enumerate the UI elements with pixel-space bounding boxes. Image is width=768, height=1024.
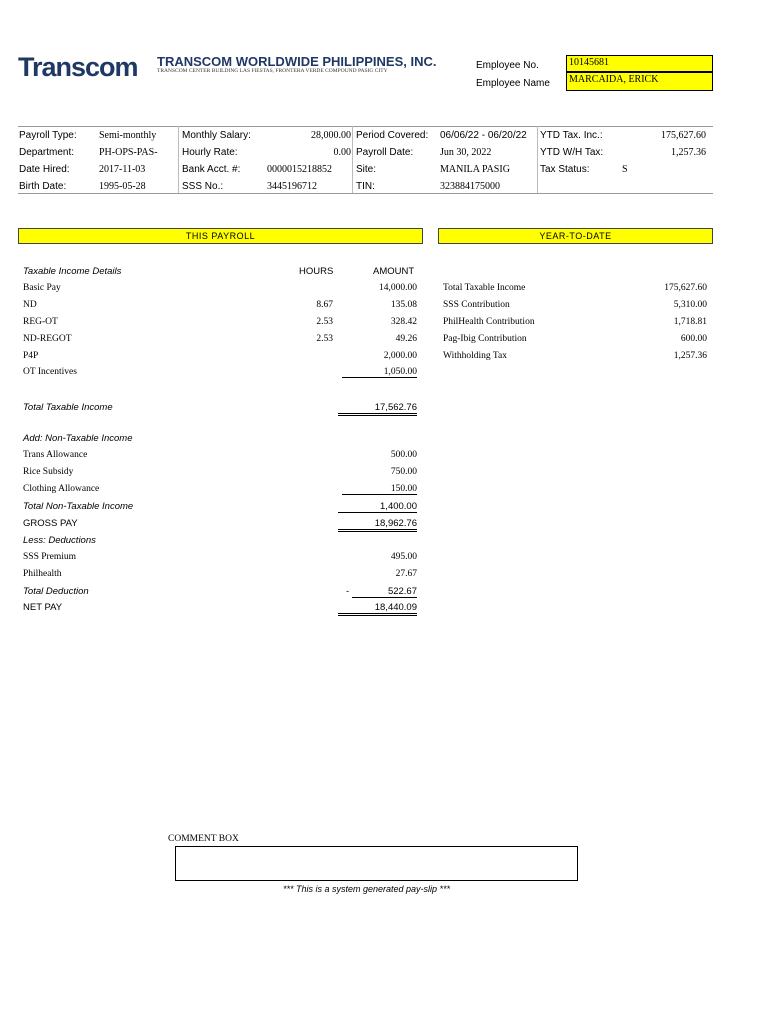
taxable-item-label: REG-OT xyxy=(23,317,58,327)
taxable-item-amount: 14,000.00 xyxy=(379,283,417,293)
taxable-item-amount: 2,000.00 xyxy=(383,351,417,361)
total-taxable-label: Total Taxable Income xyxy=(23,402,113,413)
site-label: Site: xyxy=(356,164,377,175)
tax-status-label: Tax Status: xyxy=(540,164,590,175)
ytd-item-label: Pag-Ibig Contribution xyxy=(443,334,527,344)
info-divider xyxy=(178,126,179,193)
ytd-item-label: Total Taxable Income xyxy=(443,283,526,293)
company-logo: Transcom xyxy=(18,52,138,82)
taxable-item-amount: 135.08 xyxy=(390,300,417,310)
info-bottom-border xyxy=(18,193,713,194)
employee-name-label: Employee Name xyxy=(476,78,550,89)
ytd-item-label: Withholding Tax xyxy=(443,351,507,361)
employee-no-label: Employee No. xyxy=(476,60,539,71)
employee-no-field: 10145681 xyxy=(566,55,713,72)
total-nontaxable-label: Total Non-Taxable Income xyxy=(23,501,134,512)
birth-date-label: Birth Date: xyxy=(19,181,67,192)
department-label: Department: xyxy=(19,147,75,158)
bank-acct-label: Bank Acct. #: xyxy=(182,164,241,175)
company-name: TRANSCOM WORLDWIDE PHILIPPINES, INC. xyxy=(157,54,437,69)
tin-value: 323884175000 xyxy=(440,181,500,192)
birth-date-value: 1995-05-28 xyxy=(99,181,146,192)
date-hired-label: Date Hired: xyxy=(19,164,70,175)
hourly-rate-label: Hourly Rate: xyxy=(182,147,238,158)
amount-header: AMOUNT xyxy=(373,266,415,277)
payroll-date-value: Jun 30, 2022 xyxy=(440,147,492,158)
total-deduction-value: 522.67 xyxy=(352,586,417,598)
site-value: MANILA PASIG xyxy=(440,164,510,175)
taxable-item-amount: 49.26 xyxy=(395,334,417,344)
hourly-rate-value: 0.00 xyxy=(333,147,351,158)
taxable-item-amount: 328.42 xyxy=(390,317,417,327)
ytd-item-amount: 1,718.81 xyxy=(673,317,707,327)
bank-acct-value: 0000015218852 xyxy=(267,164,332,175)
info-divider xyxy=(537,126,538,193)
taxable-item-amount: 1,050.00 xyxy=(342,367,417,378)
sss-no-label: SSS No.: xyxy=(182,181,224,192)
taxable-item-label: ND-REGOT xyxy=(23,334,72,344)
tin-label: TIN: xyxy=(356,181,375,192)
nontaxable-item-amount: 150.00 xyxy=(342,484,417,495)
info-top-border xyxy=(18,126,713,127)
taxable-item-label: P4P xyxy=(23,351,39,361)
employee-name-field: MARCAIDA, ERICK xyxy=(566,72,713,91)
ytd-wh-tax-label: YTD W/H Tax: xyxy=(540,147,604,158)
tax-status-value: S xyxy=(622,164,628,175)
deduction-item-amount: 27.67 xyxy=(395,569,417,579)
ytd-tax-inc-value: 175,627.60 xyxy=(661,130,706,141)
payroll-type-label: Payroll Type: xyxy=(19,130,77,141)
this-payroll-banner: THIS PAYROLL xyxy=(18,228,423,244)
info-divider xyxy=(352,126,353,193)
deduction-item-amount: 495.00 xyxy=(390,552,417,562)
nontaxable-item-label: Rice Subsidy xyxy=(23,467,74,477)
total-deduction-sign: - xyxy=(346,586,350,597)
taxable-item-label: ND xyxy=(23,300,37,310)
gross-pay-label: GROSS PAY xyxy=(23,518,78,529)
ytd-item-label: SSS Contribution xyxy=(443,300,510,310)
ytd-item-label: PhilHealth Contribution xyxy=(443,317,535,327)
ytd-item-amount: 175,627.60 xyxy=(664,283,707,293)
date-hired-value: 2017-11-03 xyxy=(99,164,146,175)
comment-box-label: COMMENT BOX xyxy=(168,834,239,844)
taxable-item-label: OT Incentives xyxy=(23,367,77,377)
payroll-date-label: Payroll Date: xyxy=(356,147,414,158)
taxable-item-label: Basic Pay xyxy=(23,283,61,293)
taxable-header: Taxable Income Details xyxy=(23,266,122,277)
payroll-type-value: Semi-monthly xyxy=(99,130,157,141)
nontaxable-item-amount: 750.00 xyxy=(390,467,417,477)
ytd-item-amount: 5,310.00 xyxy=(673,300,707,310)
ytd-tax-inc-label: YTD Tax. Inc.: xyxy=(540,130,603,141)
comment-box xyxy=(175,846,578,881)
ytd-item-amount: 1,257.36 xyxy=(673,351,707,361)
deduction-item-label: SSS Premium xyxy=(23,552,77,562)
ytd-wh-tax-value: 1,257.36 xyxy=(671,147,706,158)
deductions-header: Less: Deductions xyxy=(23,535,96,546)
deduction-item-label: Philhealth xyxy=(23,569,62,579)
total-taxable-value: 17,562.76 xyxy=(338,402,417,416)
sss-no-value: 3445196712 xyxy=(267,181,317,192)
period-covered-label: Period Covered: xyxy=(356,130,429,141)
taxable-item-hours: 8.67 xyxy=(316,300,333,310)
nontaxable-item-amount: 500.00 xyxy=(390,450,417,460)
net-pay-label: NET PAY xyxy=(23,602,63,613)
ytd-item-amount: 600.00 xyxy=(680,334,707,344)
ytd-banner: YEAR-TO-DATE xyxy=(438,228,713,244)
total-deduction-label: Total Deduction xyxy=(23,586,89,597)
total-nontaxable-value: 1,400.00 xyxy=(338,501,417,513)
monthly-salary-value: 28,000.00 xyxy=(311,130,351,141)
nontaxable-item-label: Clothing Allowance xyxy=(23,484,100,494)
net-pay-value: 18,440.09 xyxy=(338,602,417,616)
period-covered-value: 06/06/22 - 06/20/22 xyxy=(440,130,527,141)
nontaxable-item-label: Trans Allowance xyxy=(23,450,88,460)
taxable-item-hours: 2.53 xyxy=(316,334,333,344)
system-generated-note: *** This is a system generated pay-slip *** xyxy=(282,884,451,894)
nontaxable-header: Add: Non-Taxable Income xyxy=(23,433,133,444)
hours-header: HOURS xyxy=(299,266,334,277)
department-value: PH-OPS-PAS- xyxy=(99,147,158,158)
taxable-item-hours: 2.53 xyxy=(316,317,333,327)
gross-pay-value: 18,962.76 xyxy=(338,518,417,532)
company-address: TRANSCOM CENTER BUILDING LAS FIESTAS, FRONTERA VERDE COMPOUND PASIG CITY xyxy=(157,68,388,74)
monthly-salary-label: Monthly Salary: xyxy=(182,130,251,141)
